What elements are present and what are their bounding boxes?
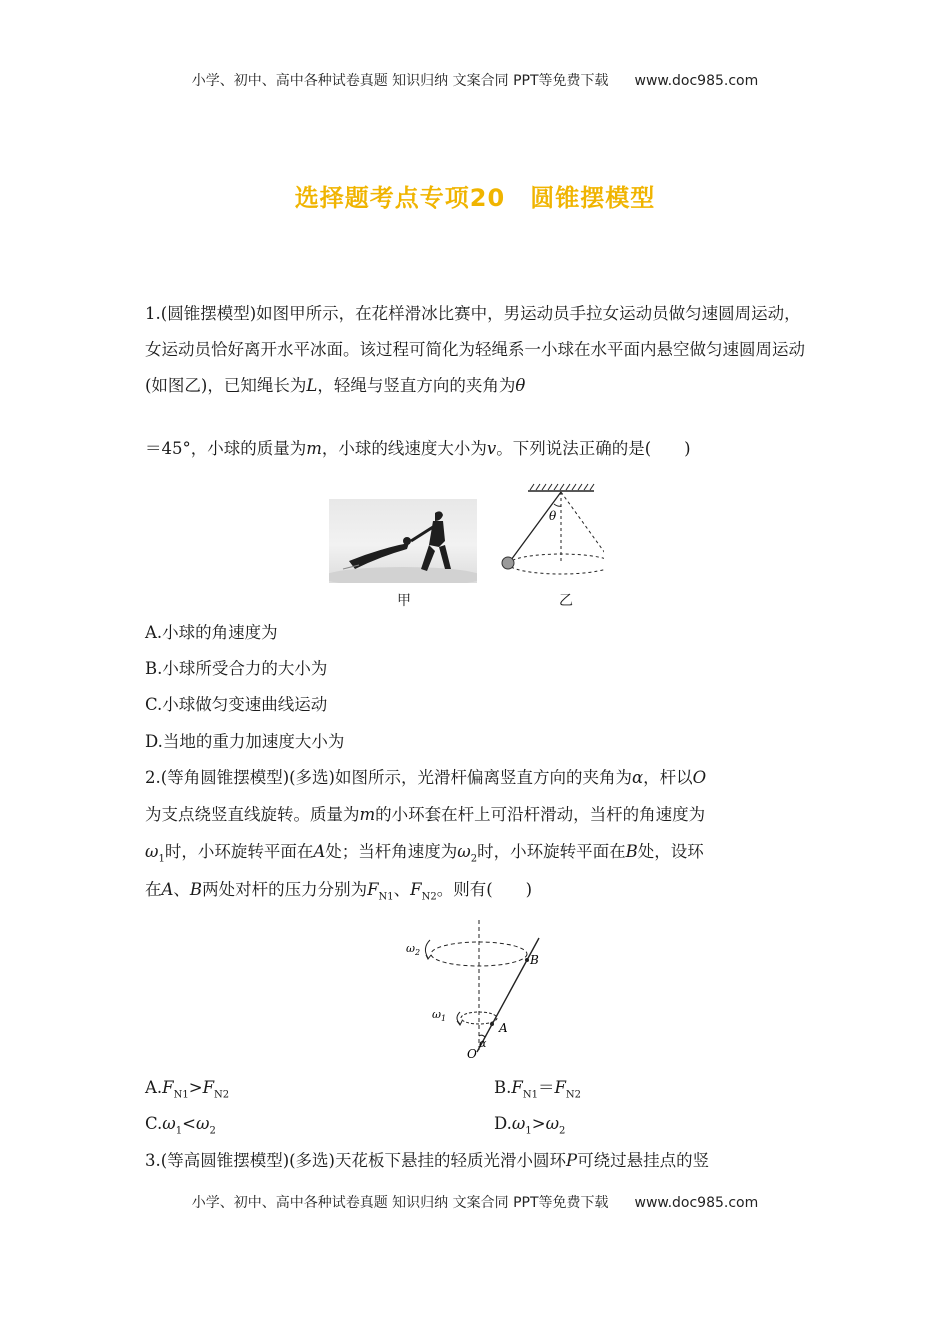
page-footer [0,1192,950,1212]
figure-2-omega2-label: $\omega_2$ [406,942,421,957]
question-2-line-4: 在A、B两处对杆的压力分别为$F_{N1}$、$F_{N2}$。则有( ) [145,880,533,903]
figure-2-point-a-label: A [499,1021,508,1035]
figure-2-point-o-label: O [467,1047,477,1060]
figure-yi-caption: 乙 [559,593,573,609]
question-2-option-b[interactable]: $B.F_{N1}=F_{N2}$ [494,1078,582,1101]
figure-2-alpha-label: α [479,1037,487,1050]
question-1-option-a[interactable]: A.小球的角速度为 [145,623,278,642]
question-1-text: 1.(圆锥摆模型)如图甲所示，在花样滑冰比赛中，男运动员手拉女运动员做匀速圆周运动，女运动员恰好离开水平冰面。该过程可简化为轻绳系一小球在水平面内悬空做匀速圆周运动(如图乙)，已知绳长为L，轻绳与竖直方向的夹角为θ [145,304,805,395]
page-header [0,70,950,90]
question-2-option-a[interactable]: $A.F_{N1}>F_{N2}$ [145,1078,230,1101]
question-1-option-d[interactable]: D.当地的重力加速度大小为 [145,732,345,751]
figure-2-rotating-rod [400,918,552,1060]
question-2-line-1: 2.(等角圆锥摆模型)(多选)如图所示，光滑杆偏离竖直方向的夹角为α，杆以O [145,768,707,787]
question-2-option-c[interactable]: $C.\omega_1<\omega_2$ [145,1114,216,1137]
figure-2-point-b-label: B [530,953,539,967]
figure-jia-caption: 甲 [397,593,411,609]
question-2-line-2: 为支点绕竖直线旋转。质量为m的小环套在杆上可沿杆滑动，当杆的角速度为 [145,805,706,824]
question-3-line-1: 3.(等高圆锥摆模型)(多选)天花板下悬挂的轻质光滑小圆环P可绕过悬挂点的竖 [145,1151,710,1170]
question-1-option-c[interactable]: C.小球做匀变速曲线运动 [145,695,328,714]
figure-yi-conical-pendulum [492,482,604,588]
question-1-line-4: ＝45°，小球的质量为m，小球的线速度大小为v。下列说法正确的是( ) [145,439,691,458]
question-2-line-3: $\omega_1$时，小环旋转平面在A处；当杆角速度为$\omega_2$时，小环旋转平面在B处，设环 [145,842,704,865]
figure-jia-skating-photo [329,499,477,583]
figure-2-omega1-label: $\omega_1$ [432,1008,447,1023]
footer-text: 小学、初中、高中各种试卷真题 知识归纳 文案合同 PPT等免费下载 [191,1195,609,1211]
footer-site-link[interactable]: www.doc985.com [634,1195,759,1211]
question-2-option-d[interactable]: $D.\omega_1>\omega_2$ [494,1114,566,1137]
header-site-link[interactable]: www.doc985.com [634,73,759,89]
figure-yi-theta-label: θ [549,509,557,523]
page-title: 选择题考点专项20 圆锥摆模型 [294,184,656,212]
question-1-option-b[interactable]: B.小球所受合力的大小为 [145,659,328,678]
header-text: 小学、初中、高中各种试卷真题 知识归纳 文案合同 PPT等免费下载 [191,73,609,89]
